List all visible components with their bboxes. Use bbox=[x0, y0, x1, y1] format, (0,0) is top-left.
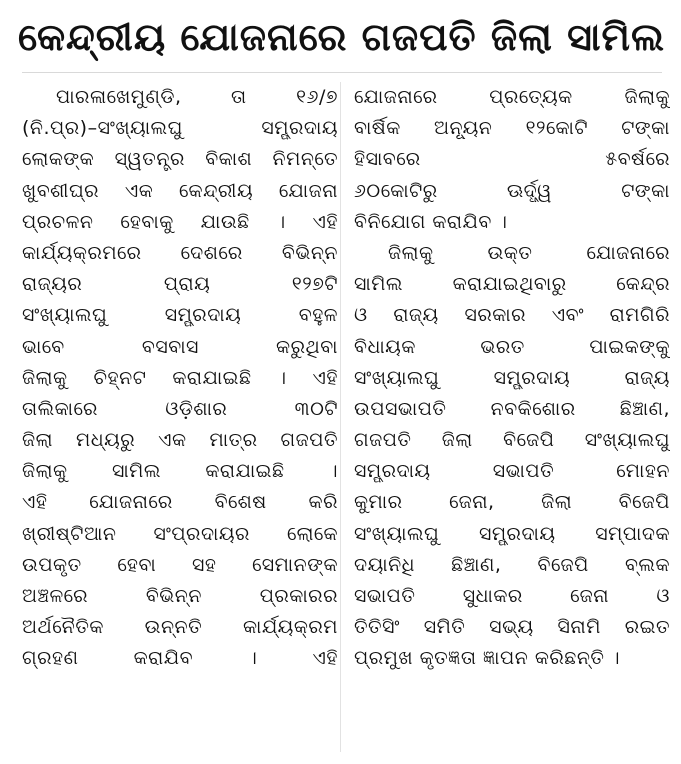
text-line: ଖ୍ରୀଷ୍ଟିଆନ ସଂପ୍ରଦାୟର ଲୋକେ bbox=[22, 522, 338, 545]
article-column-left bbox=[22, 82, 338, 752]
text-line: ଲୋକଙ୍କ ସ୍ୱତନ୍ତ୍ର ବିକାଶ ନିମନ୍ତେ bbox=[22, 148, 338, 171]
text-line: କୁମାର ଜେନା, ଜିଲା ବିଜେପି bbox=[354, 491, 670, 514]
text-line: ବାର୍ଷିକ ଅନ୍ୟୂନ ୧୨କୋଟି ଟଙ୍କା bbox=[354, 117, 670, 140]
text-line: ବିଧାୟକ ଭରତ ପାଇକଙ୍କୁ bbox=[354, 335, 670, 358]
text-line: ତିତିସିଂ ସମିତି ସଭ୍ୟ ସିନାମି ରଇତ bbox=[354, 616, 670, 639]
column-divider bbox=[340, 82, 341, 752]
text-line: ଜିଲା ମଧ୍ୟରୁ ଏକ ମାତ୍ର ଗଜପତି bbox=[22, 429, 338, 452]
text-line: ସମ୍ପ୍ରଦାୟ ସଭାପତି ମୋହନ bbox=[354, 460, 670, 483]
text-line: ସଭାପତି ସୁଧାକର ଜେନା ଓ bbox=[354, 585, 670, 607]
text-line: ଉପସଭାପତି ନବକିଶୋର ଛିଞ୍ଚାଣ, bbox=[354, 397, 670, 420]
text-line: ଉପକୃତ ହେବା ସହ ସେମାନଙ୍କ bbox=[22, 553, 338, 576]
text-line: ବିନିଯୋଗ କରାଯିବ । bbox=[354, 210, 508, 233]
text-line: ସାମିଲ କରାଯାଇଥିବାରୁ କେନ୍ଦ୍ର bbox=[354, 273, 670, 296]
text-line: ପାରଳାଖେମୁଣ୍ଡି, ତା ୧୬/୭ bbox=[56, 86, 338, 108]
text-line: ତାଲିକାରେ ଓଡ଼ିଶାର ୩୦ଟି bbox=[22, 397, 338, 420]
text-line: ଜିଲାକୁ ସାମିଲ କରାଯାଇଛି । bbox=[22, 460, 338, 483]
text-line: ଦୟାନିଧି ଛିଞ୍ଚାଣ, ବିଜେପି ବ୍ଲକ bbox=[354, 553, 670, 576]
text-line: ଯୋଜନାରେ ପ୍ରତ୍ୟେକ ଜିଲାକୁ bbox=[354, 86, 670, 108]
text-line: ସଂଖ୍ୟାଲଘୁ ସମ୍ପ୍ରଦାୟ ବହୁଳ bbox=[22, 304, 338, 327]
text-line: ରାଜ୍ୟର ପ୍ରାୟ ୧୨୭ଟି bbox=[22, 273, 338, 296]
text-line: ଖୁବଶୀଘ୍ର ଏକ କେନ୍ଦ୍ରୀୟ ଯୋଜନା bbox=[22, 179, 338, 202]
text-line: ହିସାବରେ ୫ବର୍ଷରେ bbox=[354, 148, 670, 171]
headline-divider bbox=[22, 72, 662, 73]
text-line: ଓ ରାଜ୍ୟ ସରକାର ଏବଂ ରାମଗିରି bbox=[354, 304, 670, 327]
text-line: ସଂଖ୍ୟାଲଘୁ ସମ୍ପ୍ରଦାୟ ରାଜ୍ୟ bbox=[354, 366, 670, 389]
text-line: ଗ୍ରହଣ କରାଯିବ । ଏହି bbox=[22, 647, 338, 670]
text-line: ଅଞ୍ଚଳରେ ବିଭିନ୍ନ ପ୍ରକାରର bbox=[22, 585, 338, 607]
text-line: କାର୍ଯ୍ୟକ୍ରମରେ ଦେଶରେ ବିଭିନ୍ନ bbox=[22, 241, 338, 264]
text-line: ଅର୍ଥନୈତିକ ଉନ୍ନତି କାର୍ଯ୍ୟକ୍ରମ bbox=[22, 616, 338, 639]
text-line: ପ୍ରମୁଖ କୃତଜ୍ଞତା ଜ୍ଞାପନ କରିଛନ୍ତି । bbox=[354, 647, 621, 670]
text-line: ଗଜପତି ଜିଲା ବିଜେପି ସଂଖ୍ୟାଲଘୁ bbox=[354, 429, 670, 452]
text-line: ଜିଲାକୁ ଚିହ୍ନଟ କରାଯାଇଛି । ଏହି bbox=[22, 366, 338, 389]
text-line: ପ୍ରଚଳନ ହେବାକୁ ଯାଉଛି । ଏହି bbox=[22, 210, 338, 233]
text-line: (ନି.ପ୍ର)–ସଂଖ୍ୟାଲଘୁ ସମ୍ପ୍ରଦାୟ bbox=[22, 117, 338, 140]
text-line: ଏହି ଯୋଜନାରେ ବିଶେଷ କରି bbox=[22, 491, 338, 514]
article-column-right bbox=[354, 82, 670, 752]
text-line: ସଂଖ୍ୟାଲଘୁ ସମ୍ପ୍ରଦାୟ ସମ୍ପାଦକ bbox=[354, 522, 670, 545]
article-headline: କେନ୍ଦ୍ରୀୟ ଯୋଜନାରେ ଗଜପତି ଜିଲା ସାମିଲ bbox=[17, 14, 666, 59]
text-line: ଭାବେ ବସବାସ କରୁଥିବା bbox=[22, 335, 338, 358]
text-line: ଜିଲାକୁ ଉକ୍ତ ଯୋଜନାରେ bbox=[388, 241, 670, 264]
text-line: ୬୦କୋଟିରୁ ଊର୍ଦ୍ଧ୍ୱ ଟଙ୍କା bbox=[354, 179, 670, 202]
